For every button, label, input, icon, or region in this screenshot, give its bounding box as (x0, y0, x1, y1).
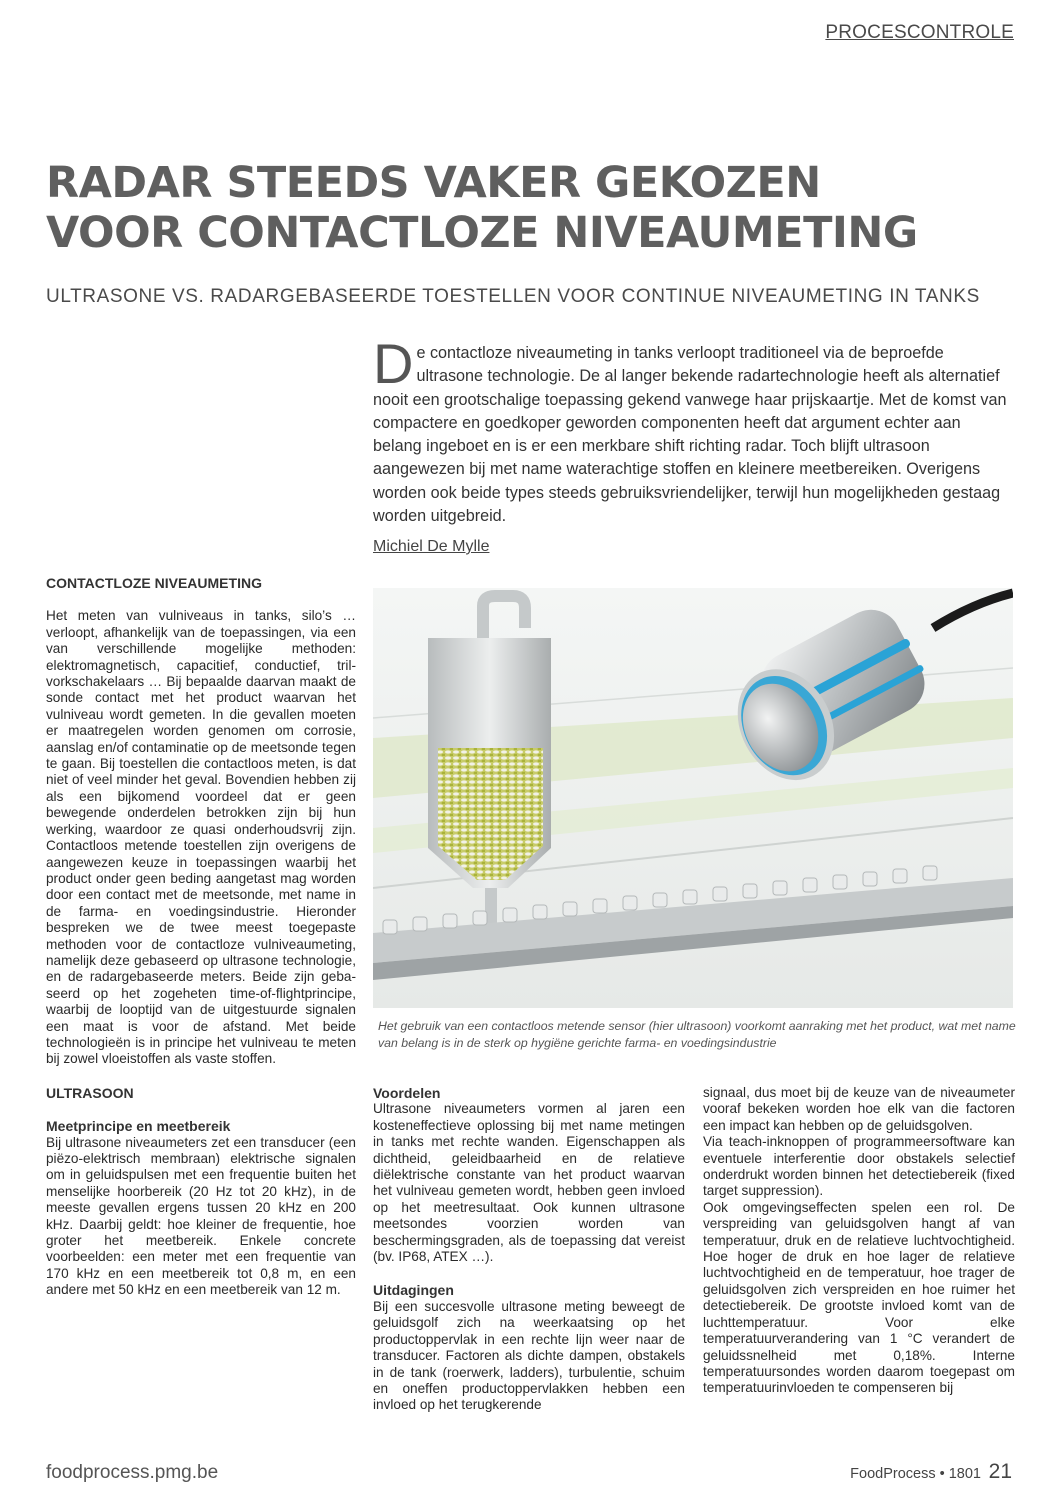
column-3 (703, 1085, 1015, 1397)
page-number: 21 (988, 1460, 1012, 1483)
author-link[interactable]: Michiel De Mylle (373, 538, 490, 555)
title-line-2: VOOR CONTACTLOZE NIVEAUMETING (46, 208, 918, 258)
article-title (46, 158, 1006, 258)
column-2 (373, 1085, 685, 1414)
paragraph: Het meten van vulniveaus in tanks, silo’s … verloopt, afhankelijk van de toepassingen, via een van verschillende mogelijke methoden: elektromagnetisch, capacitief, conductief, trilvorkschakelaars … Bij bepaalde daarvan maakt de sonde contact met het product waarvan het vulniveau wordt gemeten. In die gevallen moeten er maatregelen worden genomen om corrosie, aanslag en/of contaminatie op de meetsonde tegen te gaan. Bij toestellen die contactloos meten, is dat niet of veel minder het geval. Bovendien hebben zij als een bijkomend voordeel dat er geen bewegende onderdelen betrokken zijn bij hun werking, waardoor ze quasi onderhoudsvrij zijn. Contactloos metende toestellen zijn overigens de aangewezen keuze in toepassingen waarbij het product onder geen beding aangetast mag worden door een contact met de meetsonde, met name in de farma- en voedingsindustrie. Hieronder bespreken we de twee meest toegepaste methoden voor de contactloze vulniveaumeting, namelijk deze gebaseerd op ultrasone technologie, en de radargebaseerde meters. Beide zijn gebaseerd op het zogeheten time-of-flightprincipe, waarbij de looptijd van de uitgestuurde signalen een maat is voor de afstand. Met beide technologieën is in principe het vulniveau te meten bij zowel vloeistoffen als vaste stoffen. (46, 608, 356, 1067)
subheading-meetprincipe: Meetprincipe en meetbereik (46, 1118, 231, 1135)
heading-uitdagingen: Uitdagingen (373, 1282, 454, 1299)
article-subtitle: ULTRASONE VS. RADARGEBASEERDE TOESTELLEN VOOR CONTINUE NIVEAUMETING IN TANKS (46, 286, 980, 307)
footer-website[interactable]: foodprocess.pmg.be (46, 1462, 219, 1483)
footer-magazine-issue: FoodProcess • 1801 (850, 1466, 981, 1482)
paragraph: Bij een succesvolle ultrasone meting beweegt de geluidsgolf zich na weerkaatsing op het productoppervlak in een rechte lijn weer naar de transducer. Factoren als dichte dampen, obstakels in de tank (roerwerk, ladders), turbulentie, schuim en oneffen productoppervlakken hebben een invloed op het terugkerende (373, 1298, 685, 1413)
photo-caption: Het gebruik van een contactloos metende sensor (hier ultrasoon) voorkomt aanraking met het product, wat met name van belang is in de sterk op hygiëne gerichte farma- en voedingsindustrie (378, 1019, 1016, 1050)
article-intro (373, 332, 1013, 528)
paragraph: Via teach-inknoppen of programmeersoftware kan eventuele interferentie door obstakels selectief onderdrukt worden binnen het detectiebereik (fixed target suppression). (703, 1134, 1015, 1199)
heading-ultrasoon: ULTRASOON (46, 1084, 134, 1101)
intro-text: e contactloze niveaumeting in tanks verloopt traditioneel via de beproefde ultrasone technologie. De al langer bekende radartechnologie heeft als alternatief nooit een grootschalige toepassing gekend vanwege haar prijskaartje. Met de komst van compactere en goedkoper geworden componenten heeft dat argument echter aan belang ingeboet en is er een merkbare shift richting radar. Toch blijft ultrasoon aangewezen bij met name waterachtige stoffen en kleinere meetbereiken. Overigens worden ook beide types steeds gebruiksvriendelijker, terwijl hun mogelijkheden gestaag worden uitgebreid. (373, 344, 1007, 526)
paragraph: Bij ultrasone niveaumeters zet een transducer (een piëzo-elektrisch membraan) elektrische signalen om in geluidspulsen met een frequentie buiten het menselijke hoorbereik (20 Hz tot 20 kHz), in de meeste gevallen ergens tussen 20 kHz en 200 kHz. Daarbij geldt: hoe kleiner de frequentie, hoe groter het meetbereik. Enkele concrete voorbeelden: een meter met een frequentie van 170 kHz en een meetbereik tot 0,8 m, en een andere met 50 kHz en een meetbereik van 12 m. (46, 1134, 356, 1298)
title-line-1: RADAR STEEDS VAKER GEKOZEN (46, 158, 821, 208)
paragraph: signaal, dus moet bij de keuze van de niveaumeter vooraf bekeken worden hoe elk van die factoren een impact kan hebben op de geluidsgolven. (703, 1085, 1015, 1133)
section-label: PROCESCONTROLE (825, 22, 1014, 43)
sensor-silo-illustration (373, 588, 1013, 1008)
heading-contactloze: CONTACTLOZE NIVEAUMETING (46, 575, 262, 591)
drop-cap: D (373, 332, 414, 395)
paragraph: Ultrasone niveaumeters vormen al jaren een kosteneffectieve oplossing bij met name metingen in tanks met rechte wanden. Eigenschappen als dichtheid, geleidbaarheid en de relatieve diëlektrische constante van het product waarvan het vulniveau gemeten wordt, hebben geen invloed op het meetresultaat. Ook kunnen ultrasone meetsondes voorzien worden van beschermingsgraden, als de toepassing dat vereist (bv. IP68, ATEX …). (373, 1101, 685, 1265)
heading-voordelen: Voordelen (373, 1085, 441, 1101)
paragraph: Ook omgevingseffecten spelen een rol. De verspreiding van geluidsgolven hangt af van temperatuur, druk en de relatieve luchtvochtigheid. Hoe hoger de druk en hoe lager de relatieve luchtvochtigheid en de temperatuur, hoe trager de geluidsgolven zich verspreiden en hoe ruimer het detectiebereik. De grootste invloed komt van de luchttemperatuur. Voor elke temperatuurverandering van 1 °C verandert de geluidssnelheid met 0,18%. Interne temperatuursondes worden daarom toegepast om temperatuurinvloeden te compenseren bij (703, 1199, 1015, 1396)
article-photo (373, 588, 1013, 1008)
column-1 (46, 575, 356, 1299)
